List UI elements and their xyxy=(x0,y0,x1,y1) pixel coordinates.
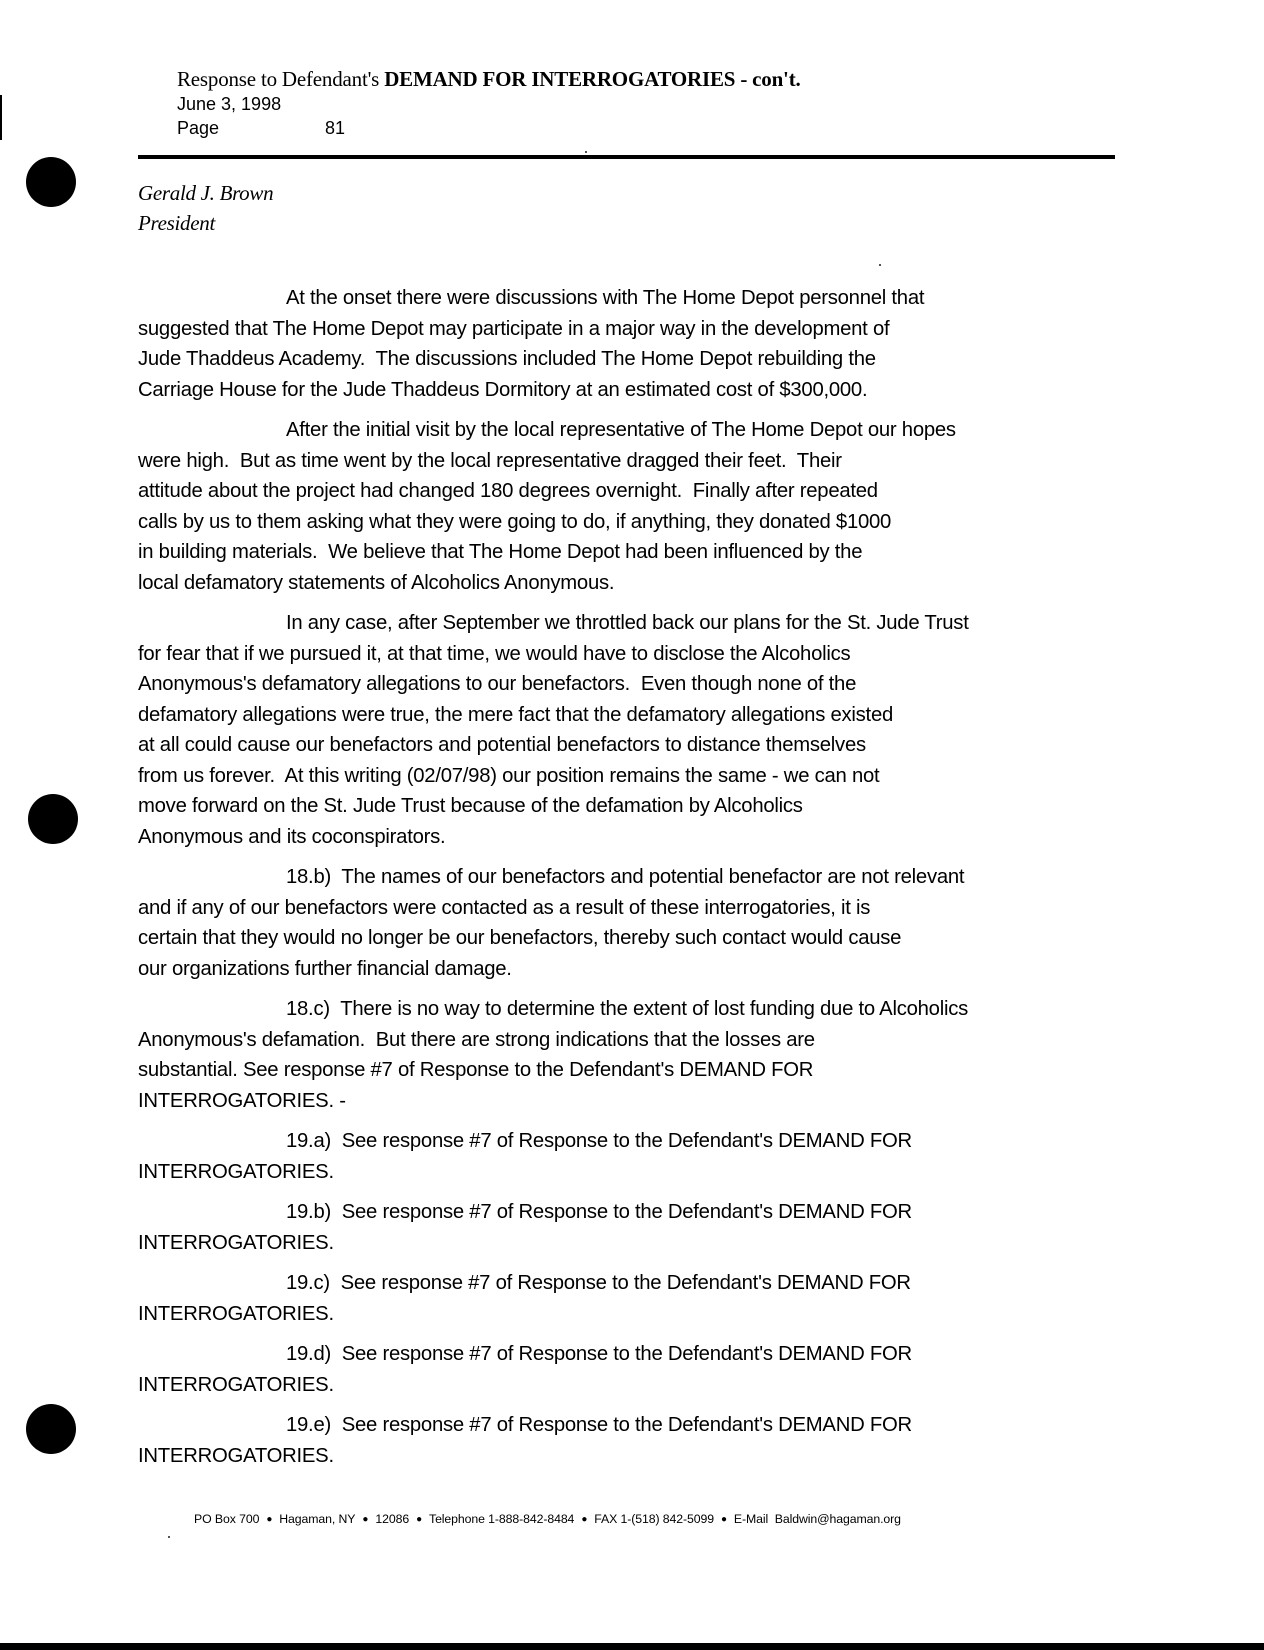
paragraph-line: our organizations further financial damage. xyxy=(138,957,512,980)
document-title-prefix: Response to Defendant's xyxy=(177,67,385,91)
punch-hole-top xyxy=(26,157,76,207)
paragraph-line: substantial. See response #7 of Response to the Defendant's DEMAND FOR xyxy=(138,1059,814,1081)
paragraph-line: at all could cause our benefactors and potential benefactors to distance themselves xyxy=(138,734,866,756)
body-paragraph xyxy=(138,415,1118,598)
body-paragraph xyxy=(138,1197,1118,1258)
paragraph-line: Anonymous's defamation. But there are strong indications that the losses are xyxy=(138,1028,815,1051)
body-paragraph xyxy=(138,1268,1118,1329)
document-date: June 3, 1998 xyxy=(177,94,282,114)
punch-hole-bottom xyxy=(26,1404,76,1454)
body-paragraph xyxy=(138,283,1118,405)
scan-margin-mark xyxy=(0,95,2,140)
paragraph-line: INTERROGATORIES. xyxy=(138,1231,334,1254)
letterhead-footer xyxy=(194,1512,901,1526)
punch-hole-middle xyxy=(28,794,78,844)
paragraph-line: were high. But as time went by the local representative dragged their feet. Their xyxy=(138,449,842,472)
body-paragraph xyxy=(138,994,1118,1116)
document-title-bold: DEMAND FOR INTERROGATORIES - con't. xyxy=(384,67,801,91)
bullet-separator-icon: ● xyxy=(581,1514,588,1525)
paragraph-line: certain that they would no longer be our benefactors, thereby such contact would cause xyxy=(138,927,902,949)
paragraph-line: in building materials. We believe that The Home Depot had been influenced by the xyxy=(138,541,863,563)
scan-speck xyxy=(879,264,881,266)
scan-speck xyxy=(168,1536,170,1538)
paragraph-line: INTERROGATORIES. xyxy=(138,1373,334,1396)
paragraph-line: Anonymous and its coconspirators. xyxy=(138,825,446,848)
paragraph-line: INTERROGATORIES. xyxy=(138,1302,334,1325)
footer-item: Hagaman, NY xyxy=(279,1512,356,1526)
paragraph-line: 19.e) See response #7 of Response to the Defendant's DEMAND FOR xyxy=(286,1414,912,1436)
paragraph-line: After the initial visit by the local representative of The Home Depot our hopes xyxy=(286,419,956,441)
paragraph-line: move forward on the St. Jude Trust because of the defamation by Alcoholics xyxy=(138,795,803,817)
paragraph-line: Jude Thaddeus Academy. The discussions included The Home Depot rebuilding the xyxy=(138,348,876,370)
bullet-separator-icon: ● xyxy=(362,1514,369,1525)
body-paragraph xyxy=(138,608,1118,852)
page-number-line xyxy=(177,116,1117,140)
sender-block xyxy=(138,178,273,238)
page-number: 81 xyxy=(325,118,346,138)
paragraph-line: INTERROGATORIES. xyxy=(138,1160,334,1183)
paragraph-line: 19.d) See response #7 of Response to the Defendant's DEMAND FOR xyxy=(286,1343,912,1365)
paragraph-line: 19.a) See response #7 of Response to the Defendant's DEMAND FOR xyxy=(286,1130,912,1152)
paragraph-line: INTERROGATORIES. xyxy=(138,1444,334,1467)
body-paragraph xyxy=(138,1410,1118,1471)
header-divider xyxy=(138,155,1115,159)
document-body xyxy=(138,283,1118,1481)
paragraph-line: calls by us to them asking what they were going to do, if anything, they donated $1000 xyxy=(138,510,892,533)
bullet-separator-icon: ● xyxy=(720,1514,727,1525)
paragraph-line: 19.b) See response #7 of Response to the Defendant's DEMAND FOR xyxy=(286,1201,912,1223)
paragraph-line: 19.c) See response #7 of Response to the Defendant's DEMAND FOR xyxy=(286,1272,911,1294)
body-paragraph xyxy=(138,1339,1118,1400)
footer-item: FAX 1-(518) 842-5099 xyxy=(594,1512,714,1526)
paragraph-line: Anonymous's defamatory allegations to our benefactors. Even though none of the xyxy=(138,673,857,695)
scan-speck xyxy=(585,151,587,153)
body-paragraph xyxy=(138,1126,1118,1187)
page-header xyxy=(177,66,1117,140)
paragraph-line: 18.c) There is no way to determine the extent of lost funding due to Alcoholics xyxy=(286,998,968,1020)
paragraph-line: suggested that The Home Depot may participate in a major way in the development of xyxy=(138,317,890,340)
document-title xyxy=(177,66,1117,92)
footer-item: PO Box 700 xyxy=(194,1512,260,1526)
paragraph-line: INTERROGATORIES. - xyxy=(138,1089,346,1112)
paragraph-line: defamatory allegations were true, the mere fact that the defamatory allegations existed xyxy=(138,703,893,726)
paragraph-line: At the onset there were discussions with The Home Depot personnel that xyxy=(286,287,925,309)
footer-item[interactable]: E-Mail Baldwin@hagaman.org xyxy=(733,1512,901,1526)
paragraph-line: In any case, after September we throttled back our plans for the St. Jude Trust xyxy=(286,612,969,634)
footer-item: 12086 xyxy=(375,1512,410,1526)
scan-bottom-edge xyxy=(0,1643,1264,1650)
bullet-separator-icon: ● xyxy=(416,1514,423,1525)
paragraph-line: local defamatory statements of Alcoholics Anonymous. xyxy=(138,571,615,594)
paragraph-line: for fear that if we pursued it, at that time, we would have to disclose the Alcoholics xyxy=(138,642,851,665)
paragraph-line: and if any of our benefactors were contacted as a result of these interrogatories, it is xyxy=(138,896,871,919)
paragraph-line: from us forever. At this writing (02/07/98) our position remains the same - we can not xyxy=(138,764,880,787)
page-label: Page xyxy=(177,118,220,138)
sender-name: Gerald J. Brown xyxy=(138,181,274,205)
paragraph-line: attitude about the project had changed 180 degrees overnight. Finally after repeated xyxy=(138,480,878,502)
bullet-separator-icon: ● xyxy=(266,1514,273,1525)
sender-title: President xyxy=(138,211,216,235)
footer-item: Telephone 1-888-842-8484 xyxy=(429,1512,575,1526)
paragraph-line: 18.b) The names of our benefactors and potential benefactor are not relevant xyxy=(286,866,965,888)
body-paragraph xyxy=(138,862,1118,984)
paragraph-line: Carriage House for the Jude Thaddeus Dormitory at an estimated cost of $300,000. xyxy=(138,378,868,401)
